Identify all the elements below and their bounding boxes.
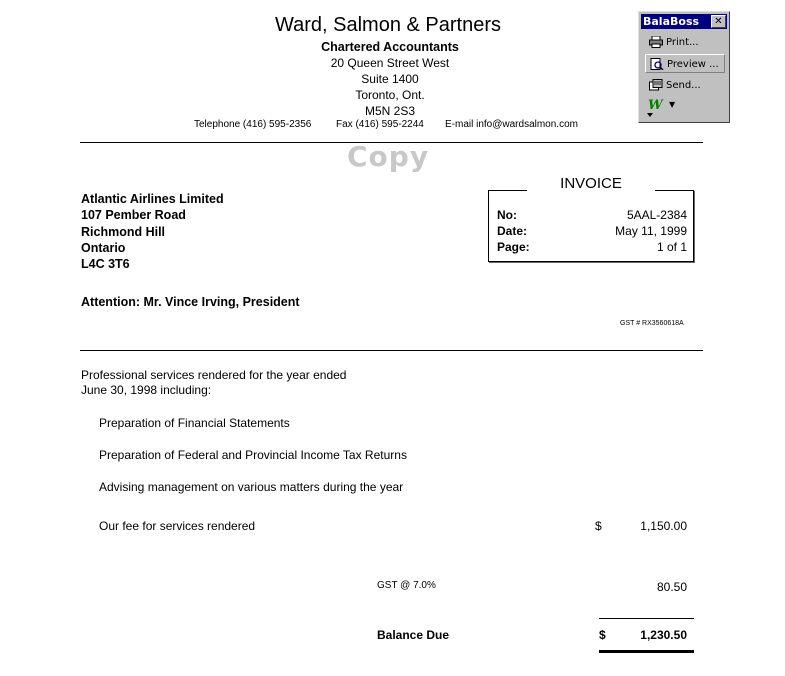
client-city: Richmond Hill — [81, 224, 166, 239]
telephone: Telephone (416) 595-2356 — [194, 119, 312, 130]
fee-amount: 1,150.00 — [640, 519, 687, 533]
invoice-page-row — [497, 240, 687, 256]
invoice-title: INVOICE — [527, 175, 655, 194]
word-dropdown-indicator-icon — [647, 113, 653, 117]
copy-watermark: Copy — [347, 140, 430, 173]
preview-label: Preview ... — [667, 59, 719, 70]
close-icon[interactable]: ✕ — [711, 15, 726, 28]
address-line-3: Toronto, Ont. — [355, 88, 425, 102]
invoice-page-label: Page: — [497, 240, 530, 254]
chevron-down-icon[interactable]: ▼ — [669, 100, 676, 109]
service-item: Preparation of Financial Statements — [99, 416, 290, 430]
firm-name: Ward, Salmon & Partners — [274, 14, 501, 36]
gst-amount: 80.50 — [656, 580, 687, 594]
balance-amount: 1,230.50 — [640, 628, 687, 642]
invoice-date-value: May 11, 1999 — [615, 224, 687, 238]
send-icon — [649, 79, 663, 91]
attention-line: Attention: Mr. Vince Irving, President — [81, 295, 300, 309]
service-item: Advising management on various matters during the year — [99, 480, 404, 494]
preview-icon — [650, 58, 664, 70]
total-double-rule — [599, 650, 694, 653]
printer-icon — [649, 36, 663, 48]
invoice-no-label: No: — [497, 208, 517, 222]
fax: Fax (416) 595-2244 — [336, 119, 424, 130]
send-label: Send... — [666, 80, 701, 91]
send-button[interactable] — [645, 76, 725, 95]
gst-label: GST @ 7.0% — [377, 580, 436, 591]
fee-label: Our fee for services rendered — [99, 519, 256, 533]
services-intro-line-2: June 30, 1998 including: — [81, 383, 212, 397]
print-label: Print... — [666, 37, 699, 48]
balance-label: Balance Due — [377, 628, 450, 642]
subtotal-rule — [599, 618, 694, 619]
client-postal: L4C 3T6 — [81, 257, 130, 272]
address-line-1: 20 Queen Street West — [330, 56, 450, 70]
preview-button[interactable] — [645, 54, 725, 73]
invoice-date-label: Date: — [497, 224, 528, 238]
invoice-no-value: 5AAL-2384 — [626, 208, 687, 222]
print-button[interactable] — [645, 33, 725, 52]
fee-currency: $ — [595, 519, 602, 533]
address-line-2: Suite 1400 — [361, 72, 419, 86]
client-address — [81, 191, 224, 272]
client-name: Atlantic Airlines Limited — [81, 192, 224, 206]
client-street: 107 Pember Road — [81, 208, 186, 223]
balaboss-toolbar[interactable] — [638, 11, 730, 123]
invoice-date-row — [497, 224, 687, 240]
body-divider — [80, 350, 703, 351]
invoice-page-value: 1 of 1 — [656, 240, 687, 254]
invoice-box — [488, 190, 694, 262]
address-line-4: M5N 2S3 — [364, 104, 416, 118]
service-item: Preparation of Federal and Provincial Income Tax Returns — [99, 448, 407, 462]
gst-number: GST # RX3560618A — [620, 320, 684, 327]
email: E-mail info@wardsalmon.com — [445, 119, 578, 130]
invoice-no-row — [497, 208, 687, 224]
balance-currency: $ — [599, 628, 606, 642]
toolbar-title: BalaBoss — [643, 15, 700, 28]
toolbar-title-bar[interactable] — [641, 14, 727, 29]
firm-subtitle: Chartered Accountants — [321, 40, 459, 54]
services-intro-line-1: Professional services rendered for the year ended — [81, 368, 347, 382]
client-province: Ontario — [81, 240, 126, 255]
word-icon[interactable]: W — [648, 98, 663, 113]
services-intro — [81, 368, 346, 398]
